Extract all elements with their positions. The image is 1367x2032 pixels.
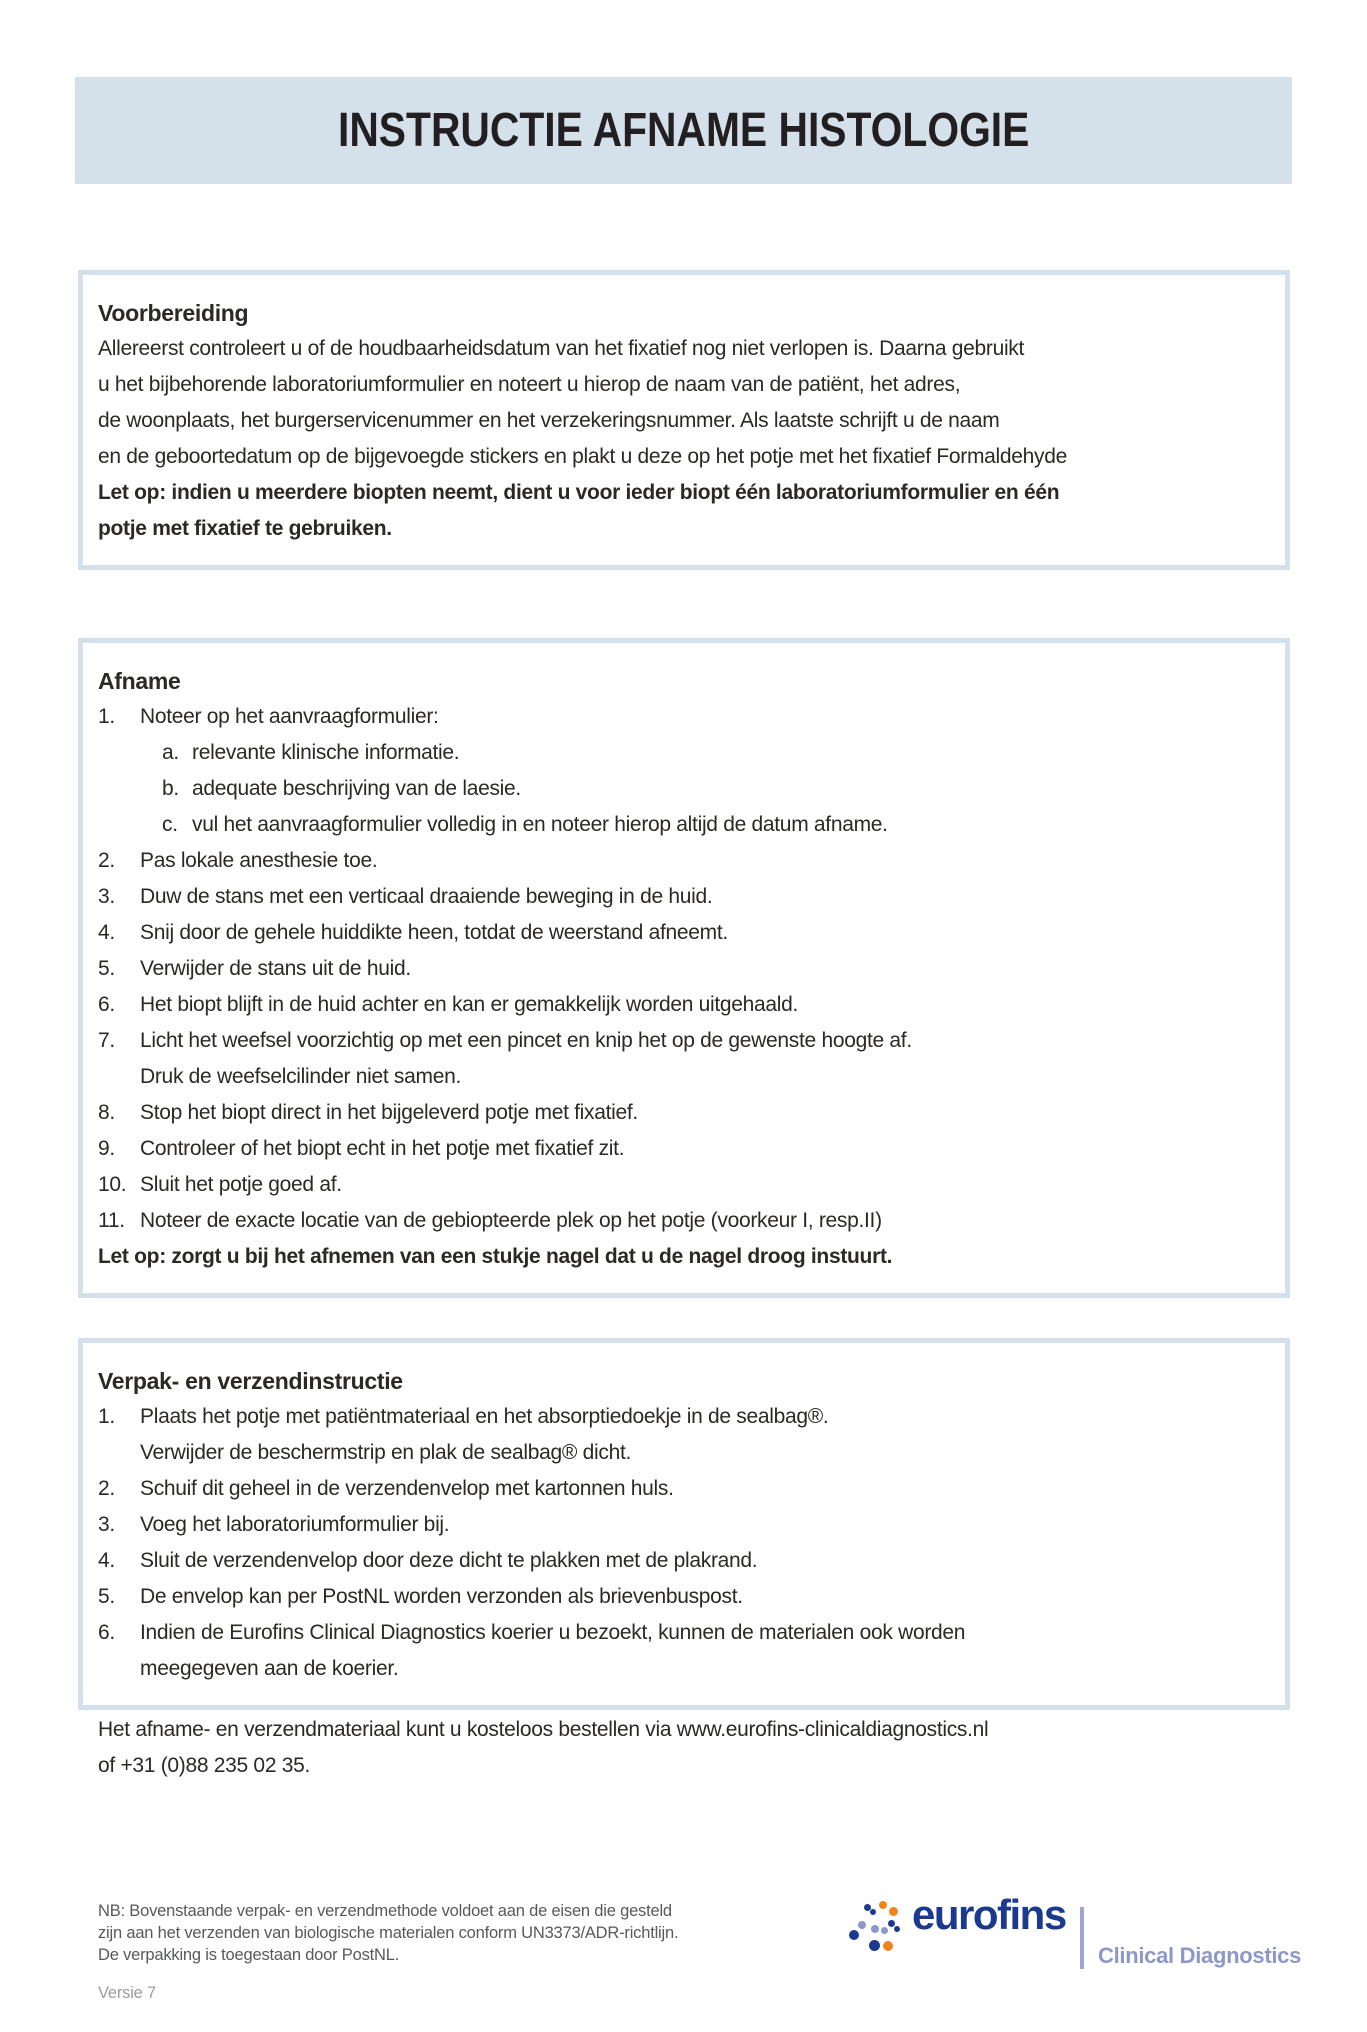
logo-dot xyxy=(894,1926,900,1932)
list-item-text xyxy=(192,771,1255,807)
list-item-text xyxy=(140,1399,1255,1471)
logo-divider xyxy=(1080,1907,1084,1969)
list-item-text xyxy=(140,1579,1255,1615)
list-marker: 4. xyxy=(98,921,115,944)
list-item-text xyxy=(140,1203,1255,1239)
text-line: relevante klinische informatie. xyxy=(192,741,460,764)
version-label: Versie 7 xyxy=(98,1984,157,2002)
text-line: Plaats het potje met patiëntmateriaal en het absorptiedoekje in de sealbag®. xyxy=(140,1405,829,1428)
list-item-text xyxy=(140,1507,1255,1543)
text-line: Voeg het laboratoriumformulier bij. xyxy=(140,1513,450,1536)
text-line: Noteer op het aanvraagformulier: xyxy=(140,705,439,728)
text-line: potje met fixatief te gebruiken. xyxy=(98,517,392,540)
list-marker: b. xyxy=(162,777,179,800)
list-item-text xyxy=(192,807,1255,843)
text-line: Controleer of het biopt echt in het potje met fixatief zit. xyxy=(140,1137,625,1160)
list-marker: 2. xyxy=(98,849,115,872)
list-item-text xyxy=(192,735,1255,771)
logo-dot xyxy=(870,1909,876,1915)
text-line: Sluit de verzendenvelop door deze dicht te plakken met de plakrand. xyxy=(140,1549,758,1572)
text-line: Verwijder de stans uit de huid. xyxy=(140,957,411,980)
text-line: Het afname- en verzendmateriaal kunt u kosteloos bestellen via www.eurofins-clinicaldiagnostics.nl xyxy=(98,1718,989,1741)
text-line: Druk de weefselcilinder niet samen. xyxy=(140,1065,461,1088)
text-line: NB: Bovenstaande verpak- en verzendmethode voldoet aan de eisen die gesteld xyxy=(98,1902,672,1920)
list-item xyxy=(98,843,1255,879)
list-marker: 9. xyxy=(98,1137,115,1160)
text-line: Let op: zorgt u bij het afnemen van een stukje nagel dat u de nagel droog instuurt. xyxy=(98,1245,893,1268)
text-line: Licht het weefsel voorzichtig op met een pincet en knip het op de gewenste hoogte af. xyxy=(140,1029,912,1052)
text-line: meegegeven aan de koerier. xyxy=(140,1657,399,1680)
page-title: INSTRUCTIE AFNAME HISTOLOGIE xyxy=(337,104,1030,157)
list-item xyxy=(98,1023,1255,1095)
text-line: De verpakking is toegestaan door PostNL. xyxy=(98,1946,400,1964)
list-item xyxy=(98,699,1255,735)
list-item-text xyxy=(140,1167,1255,1203)
text-line: Sluit het potje goed af. xyxy=(140,1173,342,1196)
text-line: en de geboortedatum op de bijgevoegde stickers en plakt u deze op het potje met het fixatief Formaldehyde xyxy=(98,445,1067,468)
list-item-text xyxy=(140,1615,1255,1687)
text-line: Indien de Eurofins Clinical Diagnostics koerier u bezoekt, kunnen de materialen ook worden xyxy=(140,1621,966,1644)
list-item-text xyxy=(140,879,1255,915)
sub-list-item xyxy=(162,735,1255,771)
list-item-text xyxy=(140,1023,1255,1095)
text-line: Let op: indien u meerdere biopten neemt, dient u voor ieder biopt één laboratoriumformulier en één xyxy=(98,481,1060,504)
text-line: vul het aanvraagformulier volledig in en noteer hierop altijd de datum afname. xyxy=(192,813,888,836)
logo-dot xyxy=(869,1940,880,1951)
list-marker: 6. xyxy=(98,1621,115,1644)
list-marker: 8. xyxy=(98,1101,115,1124)
sub-list-item xyxy=(162,771,1255,807)
section-verpak-verzend xyxy=(78,1338,1290,1710)
text-line: Duw de stans met een verticaal draaiende beweging in de huid. xyxy=(140,885,713,908)
list-item xyxy=(98,1543,1255,1579)
text-line: Schuif dit geheel in de verzendenvelop met kartonnen huls. xyxy=(140,1477,674,1500)
list-item xyxy=(98,1095,1255,1131)
eurofins-logo xyxy=(840,1893,1310,1978)
list-item-text xyxy=(140,843,1255,879)
list-marker: 11. xyxy=(98,1209,125,1232)
list-marker: 3. xyxy=(98,885,115,908)
text-line: Het biopt blijft in de huid achter en kan er gemakkelijk worden uitgehaald. xyxy=(140,993,799,1016)
list-item xyxy=(98,1579,1255,1615)
logo-dot xyxy=(889,1907,898,1916)
text-line: of +31 (0)88 235 02 35. xyxy=(98,1754,311,1777)
list-item-text xyxy=(140,1543,1255,1579)
text-line: zijn aan het verzenden van biologische materialen conform UN3373/ADR-richtlijn. xyxy=(98,1924,679,1942)
section-paragraph xyxy=(98,331,1255,475)
text-line: u het bijbehorende laboratoriumformulier en noteert u hierop de naam van de patiënt, het adres, xyxy=(98,373,961,396)
list-marker: 5. xyxy=(98,957,115,980)
list-marker: 2. xyxy=(98,1477,115,1500)
section-heading: Afname xyxy=(98,668,181,694)
text-line: De envelop kan per PostNL worden verzonden als brievenbuspost. xyxy=(140,1585,743,1608)
text-line: Snij door de gehele huiddikte heen, totdat de weerstand afneemt. xyxy=(140,921,728,944)
numbered-list xyxy=(98,699,1255,1239)
order-info xyxy=(98,1712,988,1784)
list-marker: a. xyxy=(162,741,179,764)
text-line: Allereerst controleert u of de houdbaarheidsdatum van het fixatief nog niet verlopen is. Daarna gebruikt xyxy=(98,337,1025,360)
list-marker: 4. xyxy=(98,1549,115,1572)
text-line: Verwijder de beschermstrip en plak de sealbag® dicht. xyxy=(140,1441,632,1464)
text-line: adequate beschrijving van de laesie. xyxy=(192,777,521,800)
title-banner xyxy=(75,77,1292,184)
logo-dot xyxy=(858,1921,866,1929)
logo-division: Clinical Diagnostics xyxy=(1098,1943,1302,1968)
list-item xyxy=(98,1399,1255,1471)
logo-dot xyxy=(849,1930,859,1940)
list-marker: c. xyxy=(162,813,178,836)
list-item xyxy=(98,1507,1255,1543)
logo-dot xyxy=(881,1927,888,1934)
list-item xyxy=(98,1471,1255,1507)
list-item xyxy=(98,987,1255,1023)
list-item xyxy=(98,1615,1255,1687)
list-item-text xyxy=(140,1471,1255,1507)
logo-dot xyxy=(879,1901,887,1909)
logo-dot xyxy=(888,1920,895,1927)
list-item xyxy=(98,1131,1255,1167)
section-afname xyxy=(78,638,1290,1298)
logo-dot xyxy=(883,1941,893,1951)
list-marker: 5. xyxy=(98,1585,115,1608)
sub-list-item xyxy=(162,807,1255,843)
list-item-text xyxy=(140,951,1255,987)
list-item xyxy=(98,879,1255,915)
footer-note xyxy=(98,1900,678,1966)
logo-brand: eurofins xyxy=(912,1891,1066,1938)
section-heading: Voorbereiding xyxy=(98,300,249,326)
list-item-text xyxy=(140,987,1255,1023)
list-item xyxy=(98,915,1255,951)
section-voorbereiding xyxy=(78,270,1290,570)
list-item xyxy=(98,1203,1255,1239)
list-marker: 7. xyxy=(98,1029,115,1052)
logo-dot xyxy=(871,1925,879,1933)
list-marker: 3. xyxy=(98,1513,115,1536)
section-note xyxy=(98,475,1255,547)
section-heading: Verpak- en verzendinstructie xyxy=(98,1368,403,1394)
text-line: Stop het biopt direct in het bijgeleverd potje met fixatief. xyxy=(140,1101,638,1124)
list-item-text xyxy=(140,1131,1255,1167)
list-item-text xyxy=(140,699,1255,735)
list-item xyxy=(98,1167,1255,1203)
list-marker: 1. xyxy=(98,1405,115,1428)
list-marker: 6. xyxy=(98,993,115,1016)
list-marker: 10. xyxy=(98,1173,127,1196)
list-item xyxy=(98,951,1255,987)
logo-dot xyxy=(864,1904,871,1911)
numbered-list xyxy=(98,1399,1255,1687)
text-line: de woonplaats, het burgerservicenummer en het verzekeringsnummer. Als laatste schrijft u de naam xyxy=(98,409,1000,432)
list-item-text xyxy=(140,1095,1255,1131)
list-item-text xyxy=(140,915,1255,951)
section-note xyxy=(98,1239,1255,1275)
list-marker: 1. xyxy=(98,705,115,728)
text-line: Noteer de exacte locatie van de gebiopteerde plek op het potje (voorkeur I, resp.II) xyxy=(140,1209,882,1232)
eurofins-dots-icon xyxy=(846,1898,908,1956)
text-line: Pas lokale anesthesie toe. xyxy=(140,849,378,872)
